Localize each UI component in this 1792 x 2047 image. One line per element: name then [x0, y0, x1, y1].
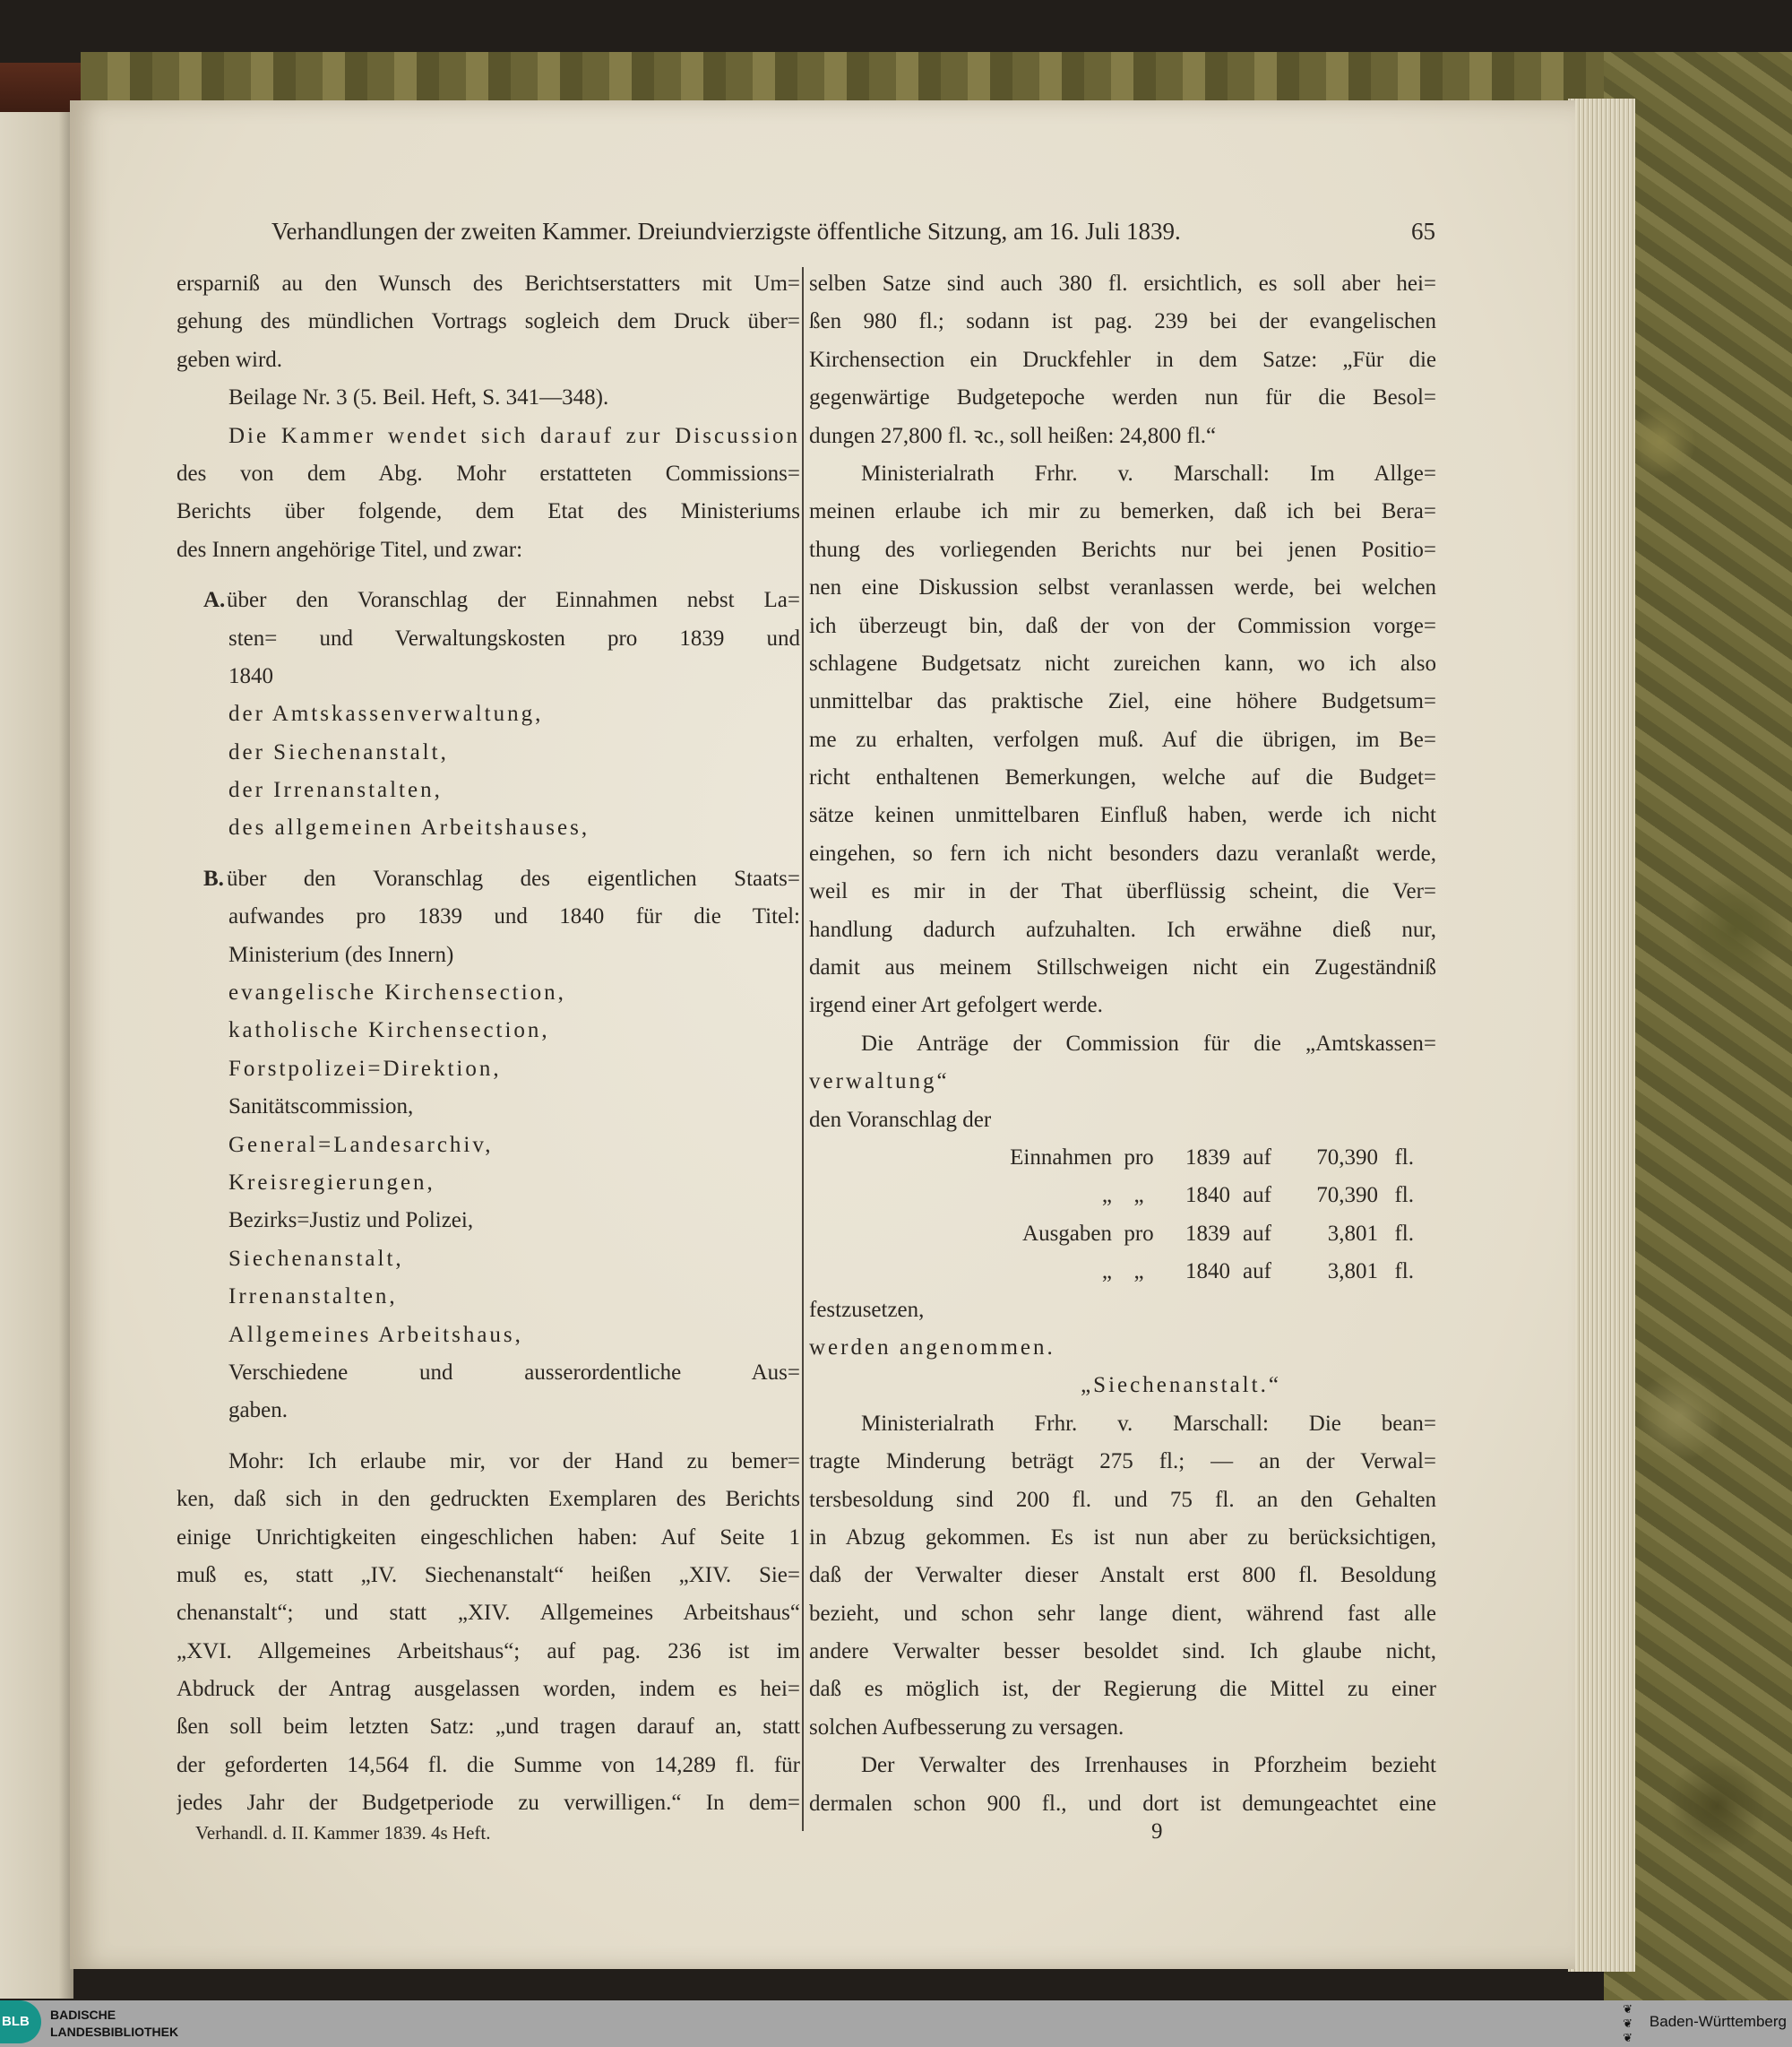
- text-line: aufwandes pro 1839 und 1840 für die Titel:: [228, 904, 800, 929]
- text-line: des allgemeinen Arbeitshauses,: [228, 816, 590, 841]
- budget-label: „: [1101, 1183, 1112, 1208]
- text-line: me zu erhalten, verfolgen muß. Auf die übrigen, im Be=: [809, 727, 1436, 752]
- budget-label: „: [1101, 1259, 1112, 1284]
- blb-logo-icon[interactable]: BLB: [0, 2000, 41, 2043]
- text-line: ich überzeugt bin, daß der von der Commission vorge=: [809, 613, 1436, 638]
- text-line: Ministerium (des Innern): [228, 942, 454, 967]
- text-line: Ministerialrath Frhr. v. Marschall: Im Allge=: [861, 461, 1436, 486]
- text-line: Die Kammer wendet sich darauf zur Discussion: [228, 423, 800, 448]
- section-label: B.: [203, 866, 224, 891]
- text-line: Forstpolizei=Direktion,: [228, 1056, 502, 1081]
- book-cover-top: [81, 52, 1693, 106]
- budget-label: Einnahmen: [1010, 1144, 1112, 1170]
- budget-auf: auf: [1243, 1259, 1271, 1284]
- text-line: ken, daß sich in den gedruckten Exemplaren des Berichts: [177, 1487, 800, 1512]
- text-line: eingehen, so fern ich nicht besonders dazu veranlaßt werde,: [809, 841, 1436, 866]
- text-line: chenanstalt“; und statt „XIV. Allgemeines Arbeitshaus“: [177, 1601, 800, 1626]
- budget-unit: fl.: [1394, 1144, 1414, 1170]
- text-line: Beilage Nr. 3 (5. Beil. Heft, S. 341—348).: [228, 385, 609, 410]
- text-line: evangelische Kirchensection,: [228, 980, 566, 1006]
- text-line: Ministerialrath Frhr. v. Marschall: Die bean=: [861, 1411, 1436, 1436]
- text-line: gaben.: [228, 1398, 288, 1423]
- section-heading: „Siechenanstalt.“: [1081, 1373, 1281, 1398]
- state-name[interactable]: Baden-Württemberg: [1649, 2013, 1787, 2030]
- section-label: A.: [203, 588, 226, 613]
- library-name-line1: BADISCHE: [50, 2008, 116, 2022]
- budget-auf: auf: [1243, 1144, 1271, 1170]
- text-line: daß der Verwalter dieser Anstalt erst 800 fl. Besoldung: [809, 1563, 1436, 1588]
- budget-amount: 70,390: [1316, 1144, 1378, 1170]
- budget-pro: „: [1133, 1183, 1144, 1208]
- text-line: ßen 980 fl.; sodann ist pag. 239 bei der evangelischen: [809, 309, 1436, 334]
- text-line: sätze keinen unmittelbaren Einfluß haben, werde ich nicht: [809, 803, 1436, 828]
- budget-table: [809, 1139, 1436, 1291]
- text-line-content: über den Voranschlag der Einnahmen nebst La=: [227, 588, 800, 613]
- text-line: General=Landesarchiv,: [228, 1132, 494, 1157]
- text-line: meinen erlaube ich mir zu bemerken, daß ich bei Bera=: [809, 499, 1436, 524]
- budget-row: [809, 1177, 1436, 1214]
- text-line: ßen soll beim letzten Satz: „und tragen darauf an, statt: [177, 1714, 800, 1740]
- text-line: Sanitätscommission,: [228, 1094, 414, 1119]
- text-line: daß es möglich ist, der Regierung die Mittel zu einer: [809, 1677, 1436, 1702]
- text-line: selben Satze sind auch 380 fl. ersichtlich, es soll aber hei=: [809, 272, 1436, 296]
- budget-row: [809, 1139, 1436, 1177]
- budget-amount: 3,801: [1327, 1221, 1378, 1246]
- text-line: Mohr: Ich erlaube mir, vor der Hand zu bemer=: [228, 1448, 800, 1473]
- text-line: unmittelbar das praktische Ziel, eine höhere Budgetsum=: [809, 689, 1436, 714]
- text-line: sten= und Verwaltungskosten pro 1839 und: [228, 626, 800, 651]
- text-line: dermalen schon 900 fl., und dort ist demungeachtet eine: [809, 1791, 1436, 1816]
- budget-label: Ausgaben: [1022, 1221, 1112, 1246]
- signature-mark: 9: [1151, 1819, 1163, 1844]
- text-line: der Irrenanstalten,: [228, 778, 443, 803]
- right-column: [809, 265, 1436, 1823]
- text-line: irgend einer Art gefolgert werde.: [809, 993, 1103, 1018]
- text-line: thung des vorliegenden Berichts nur bei jenen Positio=: [809, 537, 1436, 562]
- text-line: Allgemeines Arbeitshaus,: [228, 1322, 523, 1347]
- text-line: in Abzug gekommen. Es ist nun aber zu berücksichtigen,: [809, 1524, 1436, 1550]
- text-line: ersparniß au den Wunsch des Berichtserstatters mit Um=: [177, 272, 800, 296]
- budget-row: [809, 1253, 1436, 1291]
- text-line-content: über den Voranschlag des eigentlichen Staats=: [227, 866, 800, 891]
- text-line: werden angenommen.: [809, 1334, 1055, 1360]
- budget-year: 1840: [1185, 1259, 1230, 1284]
- budget-amount: 70,390: [1316, 1183, 1378, 1208]
- volume-note: Verhandl. d. II. Kammer 1839. 4s Heft.: [195, 1822, 491, 1844]
- lions-crest-icon: ❦ ❦ ❦: [1623, 2002, 1633, 2044]
- text-line: andere Verwalter besser besoldet sind. Ich glaube nicht,: [809, 1639, 1436, 1664]
- text-line: handlung dadurch aufzuhalten. Ich erwähne dieß nur,: [809, 917, 1436, 942]
- budget-unit: fl.: [1394, 1259, 1414, 1284]
- facing-page: [0, 112, 73, 1999]
- budget-pro: pro: [1124, 1221, 1154, 1246]
- budget-year: 1839: [1185, 1144, 1230, 1170]
- text-line: [177, 860, 800, 898]
- text-line: jedes Jahr der Budgetperiode zu verwilligen.“ In dem=: [177, 1791, 800, 1816]
- text-line: 1840: [228, 663, 273, 688]
- text-line: festzusetzen,: [809, 1297, 925, 1322]
- text-line: Verschiedene und ausserordentliche Aus=: [228, 1360, 800, 1385]
- text-line: weil es mir in der That überflüssig scheint, die Ver=: [809, 879, 1436, 904]
- text-line: [177, 582, 800, 619]
- text-line: Siechenanstalt,: [228, 1246, 404, 1271]
- text-line: schlagene Budgetsatz nicht zureichen kann, wo ich also: [809, 651, 1436, 676]
- text-line: gehung des mündlichen Vortrags sogleich dem Druck über=: [177, 309, 800, 334]
- text-line: des Innern angehörige Titel, und zwar:: [177, 537, 523, 562]
- text-line: der Amtskassenverwaltung,: [228, 702, 544, 727]
- text-line: tersbesoldung sind 200 fl. und 75 fl. an den Gehalten: [809, 1487, 1436, 1512]
- text-line: Kirchensection ein Druckfehler in dem Satze: „Für die: [809, 347, 1436, 372]
- text-line: Berichts über folgende, dem Etat des Ministeriums: [177, 499, 800, 524]
- text-line: Bezirks=Justiz und Polizei,: [228, 1208, 474, 1233]
- budget-pro: „: [1133, 1259, 1144, 1284]
- budget-auf: auf: [1243, 1183, 1271, 1208]
- text-line: muß es, statt „IV. Siechenanstalt“ heißen „XIV. Sie=: [177, 1562, 800, 1587]
- text-line: dungen 27,800 fl. ꝛc., soll heißen: 24,800 fl.“: [809, 423, 1217, 448]
- text-line: gegenwärtige Budgetepoche werden nun für die Besol=: [809, 385, 1436, 410]
- left-column: [177, 265, 800, 1823]
- running-title: Verhandlungen der zweiten Kammer. Dreiundvierzigste öffentliche Sitzung, am 16. Juli 1839.: [271, 218, 1181, 245]
- text-line: den Voranschlag der: [809, 1107, 992, 1132]
- text-line: bezieht, und schon sehr lange dient, während fast alle: [809, 1601, 1436, 1626]
- text-line: einige Unrichtigkeiten eingeschlichen haben: Auf Seite 1: [177, 1524, 800, 1550]
- text-line: Die Anträge der Commission für die „Amtskassen=: [861, 1031, 1436, 1056]
- page-edges: [1568, 99, 1635, 1972]
- text-line: Abdruck der Antrag ausgelassen worden, indem es hei=: [177, 1677, 800, 1702]
- budget-year: 1840: [1185, 1183, 1230, 1208]
- budget-unit: fl.: [1394, 1183, 1414, 1208]
- library-name-line2: LANDESBIBLIOTHEK: [50, 2025, 179, 2039]
- text-line: richt enthaltenen Bemerkungen, welche auf die Budget=: [809, 765, 1436, 790]
- text-line: des von dem Abg. Mohr erstatteten Commissions=: [177, 461, 800, 486]
- library-name[interactable]: [50, 2007, 178, 2041]
- text-line: nen eine Diskussion selbst veranlassen werde, bei welchen: [809, 575, 1436, 600]
- text-line: der geforderten 14,564 fl. die Summe von 14,289 fl. für: [177, 1752, 800, 1777]
- text-line: katholische Kirchensection,: [228, 1018, 550, 1043]
- text-line: der Siechenanstalt,: [228, 739, 449, 764]
- text-line: geben wird.: [177, 347, 283, 372]
- text-line: damit aus meinem Stillschweigen nicht ein Zugeständniß: [809, 955, 1436, 980]
- budget-pro: pro: [1124, 1144, 1154, 1170]
- viewer-footer-bar: [0, 2000, 1792, 2047]
- budget-row: [809, 1215, 1436, 1253]
- budget-amount: 3,801: [1327, 1259, 1378, 1284]
- text-line: verwaltung“: [809, 1069, 950, 1094]
- page-number: 65: [1411, 218, 1435, 245]
- text-line: Der Verwalter des Irrenhauses in Pforzheim bezieht: [861, 1753, 1436, 1778]
- column-divider: [802, 267, 804, 1831]
- text-line: tragte Minderung beträgt 275 fl.; — an der Verwal=: [809, 1449, 1436, 1474]
- text-line: Kreisregierungen,: [228, 1170, 435, 1195]
- budget-unit: fl.: [1394, 1221, 1414, 1246]
- budget-auf: auf: [1243, 1221, 1271, 1246]
- text-line: „XVI. Allgemeines Arbeitshaus“; auf pag. 236 ist im: [177, 1638, 800, 1663]
- budget-year: 1839: [1185, 1221, 1230, 1246]
- text-line: Irrenanstalten,: [228, 1284, 398, 1309]
- text-line: solchen Aufbesserung zu versagen.: [809, 1714, 1124, 1740]
